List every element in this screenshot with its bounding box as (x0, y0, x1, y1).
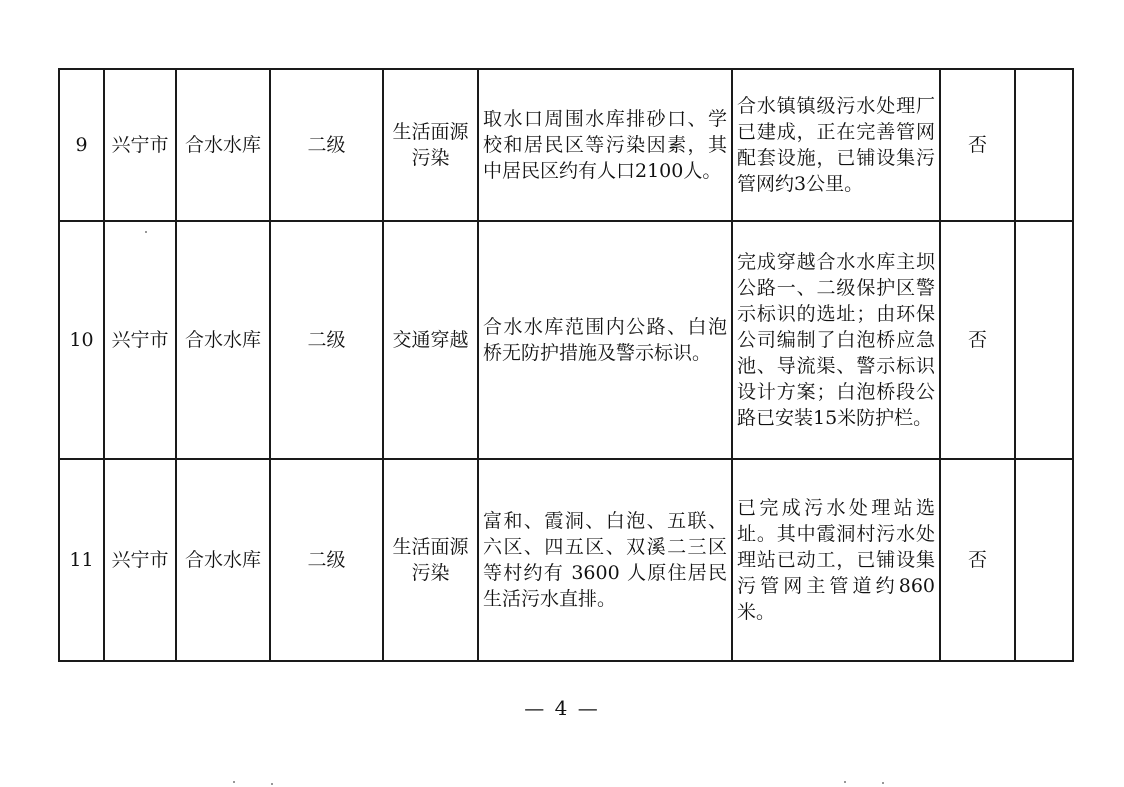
issue-type-line: 生活面源 (392, 536, 469, 558)
rectified-status-cell: 否 (940, 69, 1015, 221)
remark-cell (1015, 459, 1073, 661)
issue-type-line: 交通穿越 (392, 329, 469, 351)
issue-type-cell (383, 69, 478, 221)
problem-description-cell: 富和、霞洞、白泡、五联、六区、四五区、双溪二三区等村约有 3600 人原住居民生活污水直排。 (478, 459, 732, 661)
rectification-progress-cell: 合水镇镇级污水处理厂已建成，正在完善管网配套设施，已铺设集污管网约3公里。 (732, 69, 940, 221)
row-number-cell: 9 (59, 69, 104, 221)
problem-description-cell: 取水口周围水库排砂口、学校和居民区等污染因素，其中居民区约有人口2100人。 (478, 69, 732, 221)
table-row (59, 459, 1073, 661)
scan-speck (271, 783, 273, 785)
rectification-progress-cell: 已完成污水处理站选址。其中霞洞村污水处理站已动工，已铺设集污管网主管道约860米。 (732, 459, 940, 661)
row-number-cell: 10 (59, 221, 104, 459)
city-cell: 兴宁市 (104, 459, 176, 661)
page-number: — 4 — (524, 696, 600, 720)
reservoir-cell: 合水水库 (176, 69, 270, 221)
reservoir-cell: 合水水库 (176, 459, 270, 661)
scan-speck (233, 781, 235, 783)
city-cell: 兴宁市 (104, 69, 176, 221)
issue-type-line: 生活面源 (392, 121, 469, 143)
rectification-progress-cell: 完成穿越合水水库主坝公路一、二级保护区警示标识的选址；由环保公司编制了白泡桥应急池、导流渠、警示标识设计方案；白泡桥段公路已安装15米防护栏。 (732, 221, 940, 459)
issue-type-cell (383, 459, 478, 661)
scan-speck (844, 781, 846, 783)
row-number-cell: 11 (59, 459, 104, 661)
reservoir-cell: 合水水库 (176, 221, 270, 459)
table-row (59, 69, 1073, 221)
issue-type-cell (383, 221, 478, 459)
rectification-table (58, 68, 1074, 662)
city-cell: 兴宁市 (104, 221, 176, 459)
remark-cell (1015, 221, 1073, 459)
issue-type-line: 污染 (411, 562, 450, 584)
scan-speck (882, 782, 884, 784)
remark-cell (1015, 69, 1073, 221)
issue-type-line: 污染 (411, 147, 450, 169)
protection-level-cell: 二级 (270, 69, 383, 221)
table-row (59, 221, 1073, 459)
rectified-status-cell: 否 (940, 459, 1015, 661)
rectified-status-cell: 否 (940, 221, 1015, 459)
problem-description-cell: 合水水库范围内公路、白泡桥无防护措施及警示标识。 (478, 221, 732, 459)
protection-level-cell: 二级 (270, 221, 383, 459)
protection-level-cell: 二级 (270, 459, 383, 661)
